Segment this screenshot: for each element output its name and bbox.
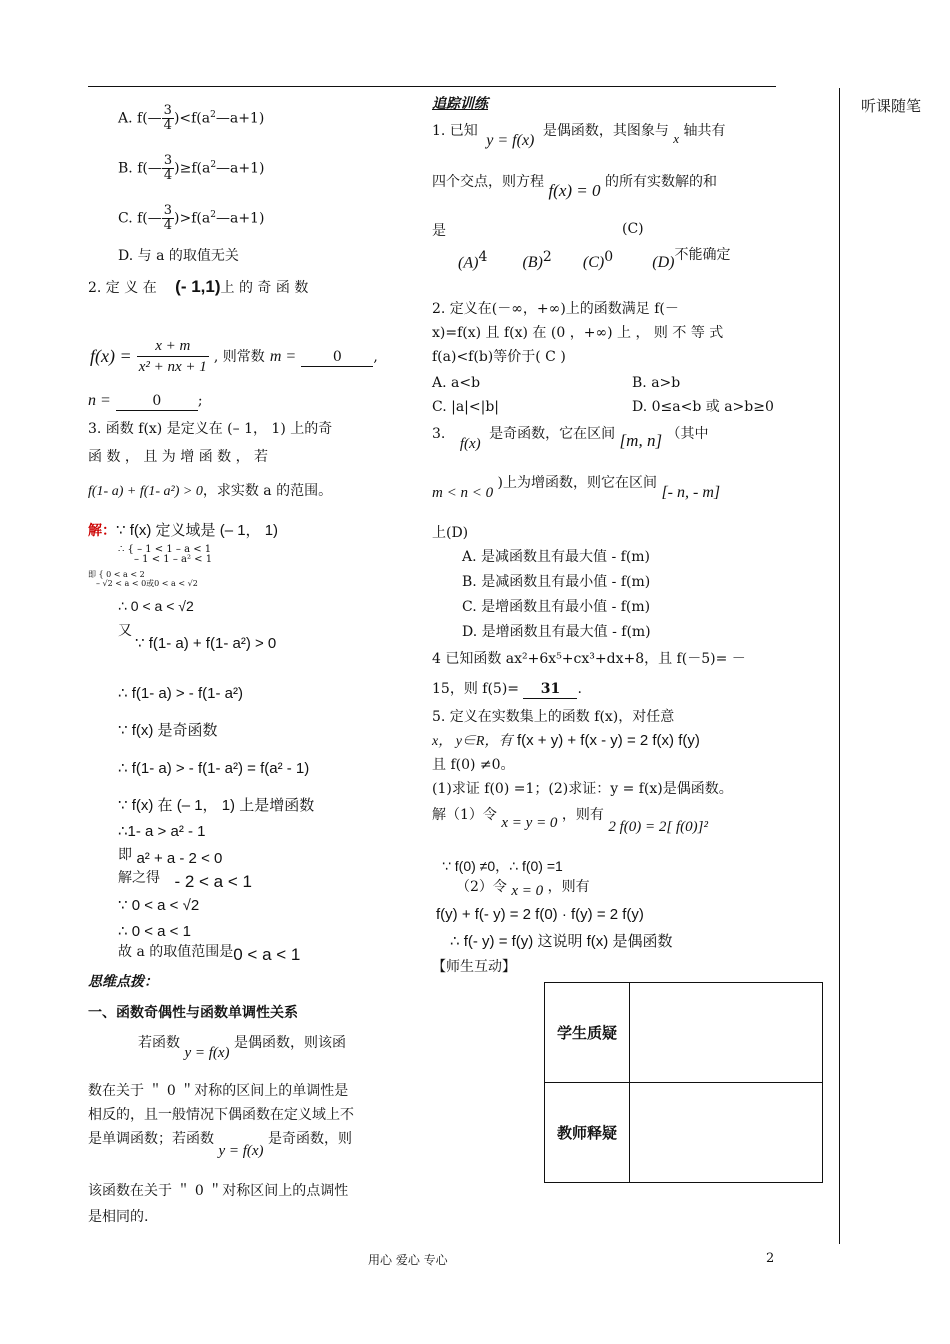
practice-q5-line2: x， y∈R，有 f(x + y) + f(x - y) = 2 f(x) f(y)	[432, 732, 700, 749]
practice-q3-opt-b: B. 是减函数且有最小值 - f(m)	[462, 574, 651, 590]
thinking-p6: 是相同的.	[88, 1209, 149, 1225]
solution-l15: ∴ 0 < a < 1	[118, 923, 191, 940]
solution-system2: 即 { 0 < a < 2 – √2 < a < 0或0 < a < √2	[88, 570, 198, 588]
interaction-table	[544, 982, 823, 1183]
page-number: 2	[766, 1251, 775, 1266]
student-question-label: 学生质疑	[545, 983, 630, 1083]
practice-q2-opt-a: A. a<b	[432, 375, 481, 391]
student-question-cell[interactable]	[630, 983, 823, 1083]
thinking-p3: 相反的，且一般情况下偶函数在定义域上不	[88, 1107, 354, 1123]
thinking-p1: 若函数 y = f(x) 是偶函数，则该函	[138, 1035, 347, 1061]
interaction-title: 【师生互动】	[432, 959, 516, 975]
solution-l7: ∴ f(1- a) > - f(1- a²)	[118, 685, 243, 702]
solution-line1: 解：∵ f(x) 定义域是 (– 1， 1)	[88, 522, 279, 539]
thinking-subtitle: 一、函数奇偶性与函数单调性关系	[88, 1004, 298, 1020]
practice-q1-options: $(A)^4$ $(B)^2$ $(C)^0$ (D)不能确定	[458, 247, 731, 272]
practice-q2-opt-c: C. |a|<|b|	[432, 399, 500, 415]
practice-q3-line1: 3. f(x) 是奇函数，它在区间 [m, n] （其中	[432, 426, 709, 452]
solution-system1: ∴ { – 1 < 1 – a < 1 – 1 < 1 – a² < 1	[118, 544, 213, 565]
solution-l10: ∵ f(x) 在 (– 1， 1) 上是增函数	[118, 797, 315, 814]
solution-l12: 即 a² + a - 2 < 0	[118, 847, 223, 867]
practice-title: 追踪训练	[432, 97, 488, 112]
solution-l9: ∴ f(1- a) > - f(1- a²) = f(a² - 1)	[118, 760, 310, 777]
teacher-answer-cell[interactable]	[630, 1083, 823, 1183]
footer-motto: 用心 爱心 专心	[368, 1253, 448, 1267]
solution-l13: 解之得 - 2 < a < 1	[118, 870, 252, 891]
question-2-n: n = 0 ;	[88, 392, 203, 409]
side-note: 听课随笔	[861, 97, 922, 115]
practice-q1-line1: 1. 已知 y = f(x) 是偶函数，其图象与 x 轴共有	[432, 123, 726, 149]
solution-l6: ∵ f(1- a) + f(1- a²) > 0	[135, 635, 277, 652]
solution-l8: ∵ f(x) 是奇函数	[118, 722, 218, 739]
practice-q3-opt-d: D. 是增函数且有最大值 - f(m)	[462, 624, 651, 640]
practice-q2-line3: f(a)<f(b)等价于( C )	[432, 349, 566, 365]
solution-l14: ∵ 0 < a < √2	[118, 897, 200, 914]
header-rule	[88, 86, 776, 87]
option-c: C. f(— $\frac{3}{4}$ )$>f(a^2—a+1)$	[118, 203, 265, 233]
thinking-title: 思维点拨：	[88, 975, 158, 990]
practice-q2-line1: 2. 定义在(－∞，+∞)上的函数满足 f(－	[432, 301, 679, 317]
solution-l4: ∴ 0 < a < √2	[118, 598, 194, 614]
practice-q5-line4: (1)求证 f(0) =1；(2)求证：y = f(x)是偶函数。	[432, 781, 733, 797]
practice-q4-line1: 4 已知函数 ax²+6x⁵+cx³+dx+8，且 f(－5)= －	[432, 651, 746, 667]
solution-l16: 故 a 的取值范围是0 < a < 1	[118, 944, 301, 964]
question-3-line3: f(1- a) + f(1- a²) > 0，求实数 a 的范围。	[88, 483, 333, 499]
thinking-p4: 是单调函数；若函数 y = f(x) 是奇函数，则	[88, 1131, 353, 1159]
practice-q2-opt-d: D. 0≤a<b 或 a>b≥0	[632, 399, 774, 415]
practice-q5-line9: ∴ f(- y) = f(y) 这说明 f(x) 是偶函数	[450, 933, 673, 950]
thinking-p2: 数在关于 ＂ 0 ＂对称的区间上的单调性是	[88, 1083, 349, 1099]
practice-q5-line7: （2）令 x = 0 ，则有	[456, 879, 590, 899]
practice-q3-opt-a: A. 是减函数且有最大值 - f(m)	[462, 549, 651, 565]
question-3-line2: 函 数 ， 且 为 增 函 数 ， 若	[88, 449, 269, 465]
option-a: A. f(— $\frac{3}{4}$ )$<f(a^2—a+1)$	[118, 103, 265, 133]
thinking-p5: 该函数在关于 ＂ 0 ＂对称区间上的点调性	[88, 1183, 349, 1199]
solution-l11: ∴1- a > a² - 1	[118, 823, 206, 840]
practice-q5-line1: 5. 定义在实数集上的函数 f(x)，对任意	[432, 709, 675, 725]
practice-q5-line6: ∵ f(0) ≠0，∴ f(0) =1	[442, 858, 563, 874]
practice-q2-opt-b: B. a>b	[632, 375, 681, 391]
option-b: B. f(— $\frac{3}{4}$ )$\ge f(a^2—a+1)$	[118, 153, 265, 183]
practice-q5-line8: f(y) + f(- y) = 2 f(0) · f(y) = 2 f(y)	[436, 906, 644, 923]
practice-q3-line3: 上(D)	[432, 525, 469, 541]
teacher-answer-label: 教师释疑	[545, 1083, 630, 1183]
margin-rule	[839, 88, 840, 1244]
option-d: D. 与 a 的取值无关	[118, 248, 239, 264]
practice-q1-line2: 四个交点，则方程 f(x) = 0 的所有实数解的和	[432, 174, 717, 200]
practice-q3-line2: m < n < 0 )上为增函数，则它在区间 [- n, - m]	[432, 475, 721, 501]
practice-q5-line5: 解（1）令 x = y = 0 ，则有 2 f(0) = 2[ f(0)]²	[432, 807, 708, 835]
question-2-line1: 2. 定 义 在 (- 1,1)上 的 奇 函 数	[88, 277, 309, 296]
practice-q4-line2: 15，则 f(5)= 31 .	[432, 681, 582, 697]
practice-q5-line3: 且 f(0) ≠0。	[432, 757, 515, 773]
solution-l5: 又	[118, 623, 132, 639]
practice-q3-opt-c: C. 是增函数且有最小值 - f(m)	[462, 599, 651, 615]
question-2-formula: f(x) = $\frac{x + m}{\text{x² + nx + 1}}$ , 则常数 m = 0 ,	[90, 338, 378, 375]
practice-q1-line3: 是 (C)	[432, 221, 644, 239]
practice-q2-line2: x)=f(x) 且 f(x) 在 (0 ，+∞) 上 ， 则 不 等 式	[432, 325, 724, 341]
question-3-line1: 3. 函数 f(x) 是定义在 (– 1， 1) 上的奇	[88, 421, 333, 437]
